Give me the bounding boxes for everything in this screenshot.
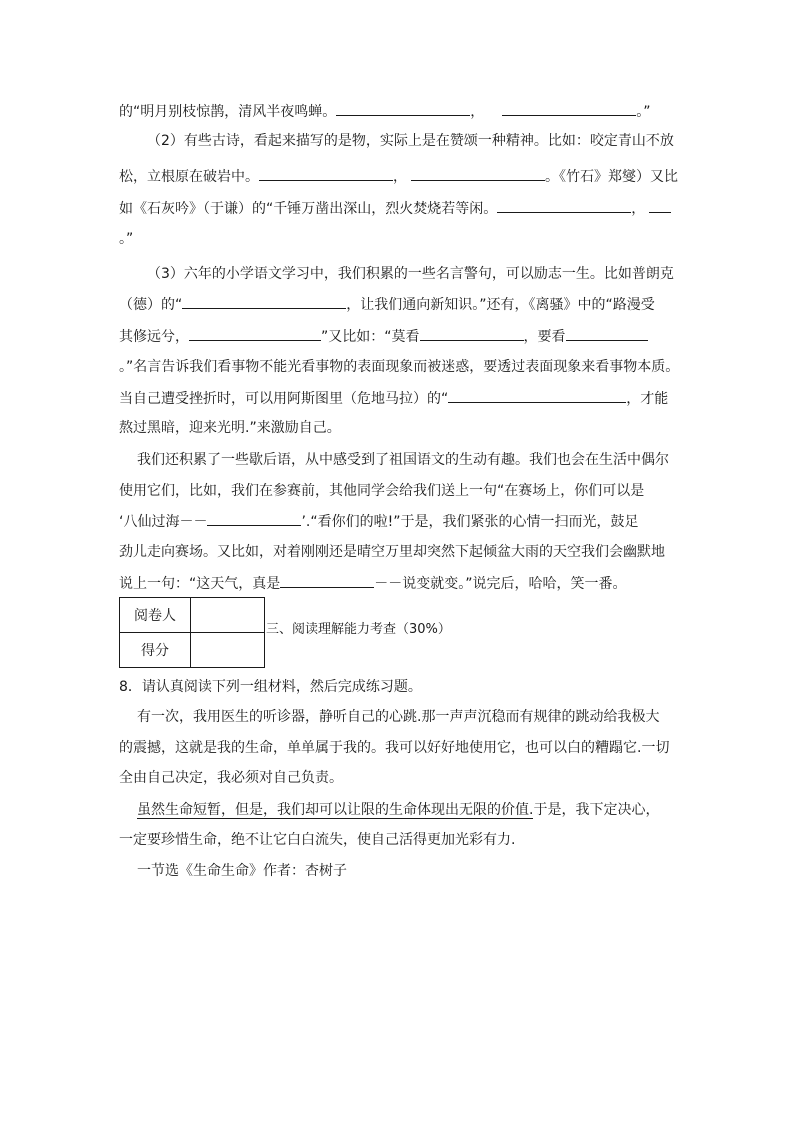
text: ”又比如：“莫看 (321, 329, 420, 345)
text: ， (393, 169, 407, 185)
text: 于是，我下定决心， (533, 802, 660, 818)
section-title: 三、阅读理解能力考查（30%） (266, 622, 451, 637)
text: ，才能 (626, 391, 669, 407)
passage-line (137, 800, 659, 820)
text: ， (470, 104, 485, 120)
blank (497, 198, 631, 213)
text-line (137, 450, 669, 470)
text: （2）有些古诗，看起来描写的是物，实际上是在赞颂一种精神。比如：咬定青山不放 (147, 133, 674, 149)
blank (182, 294, 346, 309)
passage-line: 一定要珍惜生命，绝不让它白白流失，使自己活得更加光彩有力. (119, 832, 516, 848)
underlined-sentence: 虽然生命短暂，但是，我们却可以让限的生命体现出无限的价值. (137, 802, 534, 818)
text: 说上一句：“这天气，真是 (119, 576, 281, 592)
blank (259, 166, 393, 181)
blank (649, 198, 671, 213)
text: 。” (636, 104, 651, 120)
text-line (119, 326, 648, 347)
text-line (119, 511, 638, 532)
passage-line: 全由自己决定，我必须对自己负责。 (119, 770, 343, 786)
text: ‘八仙过海－－ (119, 514, 208, 530)
text-line (119, 166, 678, 187)
text: 如《石灰吟》（于谦）的“千锤万凿出深山，烈火焚烧若等闲。 (119, 201, 498, 217)
text: 松，立根原在破岩中。 (119, 169, 259, 185)
text-line (147, 131, 674, 151)
text-line (119, 573, 627, 594)
passage-line: 的震撼，这就是我的生命，单单属于我的。我可以好好地使用它，也可以白的糟蹋它.一切 (119, 740, 670, 756)
text: 劲儿走向赛场。又比如，对着刚刚还是晴空万里却突然下起倾盆大雨的天空我们会幽默地 (119, 544, 665, 560)
text: 我们还积累了一些歇后语，从中感受到了祖国语文的生动有趣。我们也会在生活中偶尔 (137, 452, 669, 468)
text-line (119, 229, 133, 249)
text: ’.“看你们的啦!”于是，我们紧张的心情一扫而光，鼓足 (301, 514, 639, 530)
text: ，让我们通向新知识。”还有，《离骚》中的“路漫受 (346, 297, 655, 313)
text: （德）的“ (119, 297, 183, 313)
blank (448, 388, 626, 403)
text: 。” (119, 231, 134, 247)
text: 当自己遭受挫折时，可以用阿斯图里（危地马拉）的“ (119, 391, 449, 407)
blank (280, 573, 374, 588)
text-line (119, 542, 665, 562)
text: 使用它们，比如，我们在参赛前，其他同学会给我们送上一句“在赛场上，你们可以是 (119, 483, 645, 499)
text-line (119, 101, 651, 122)
text: 其修远兮， (119, 329, 189, 345)
text-line (119, 294, 655, 315)
text: 的“明月别枝惊鹊，清风半夜鸣蝉。 (119, 104, 337, 120)
text: 。”名言告诉我们看事物不能光看事物的表面现象而被迷惑，要透过表面现象来看事物本质。 (119, 359, 680, 375)
blank (207, 511, 301, 526)
blank (420, 326, 524, 341)
blank (502, 101, 636, 116)
blank (336, 101, 470, 116)
text-line (119, 357, 679, 377)
text: ， (631, 201, 646, 217)
text-line (147, 264, 674, 284)
text: －－说变就变。”说完后，哈哈，笑一番。 (374, 576, 627, 592)
blank (411, 166, 545, 181)
reviewer-cell[interactable] (191, 598, 265, 633)
score-cell[interactable] (191, 633, 265, 668)
reviewer-label: 阅卷人 (120, 598, 191, 633)
passage-line: 有一次，我用医生的听诊器，静听自己的心跳.那一声声沉稳而有规律的跳动给我极大 (137, 709, 660, 725)
text-line (119, 418, 341, 438)
text: 熬过黑暗，迎来光明.”来激励自己。 (119, 420, 341, 436)
passage-source: 一节选《生命生命》作者：杏树子 (137, 863, 347, 879)
blank (189, 326, 321, 341)
score-table (119, 597, 265, 668)
score-label: 得分 (120, 633, 191, 668)
text: ，要看 (523, 329, 566, 345)
text-line (119, 388, 668, 409)
text-line (119, 198, 671, 219)
text: 。《竹石》郑燮）又比 (545, 169, 678, 185)
text: （3）六年的小学语文学习中，我们积累的一些名言警句，可以励志一生。比如普朗克 (147, 266, 674, 282)
blank (566, 326, 648, 341)
text-line (119, 481, 644, 501)
question-title: 8．请认真阅读下列一组材料，然后完成练习题。 (119, 679, 422, 695)
